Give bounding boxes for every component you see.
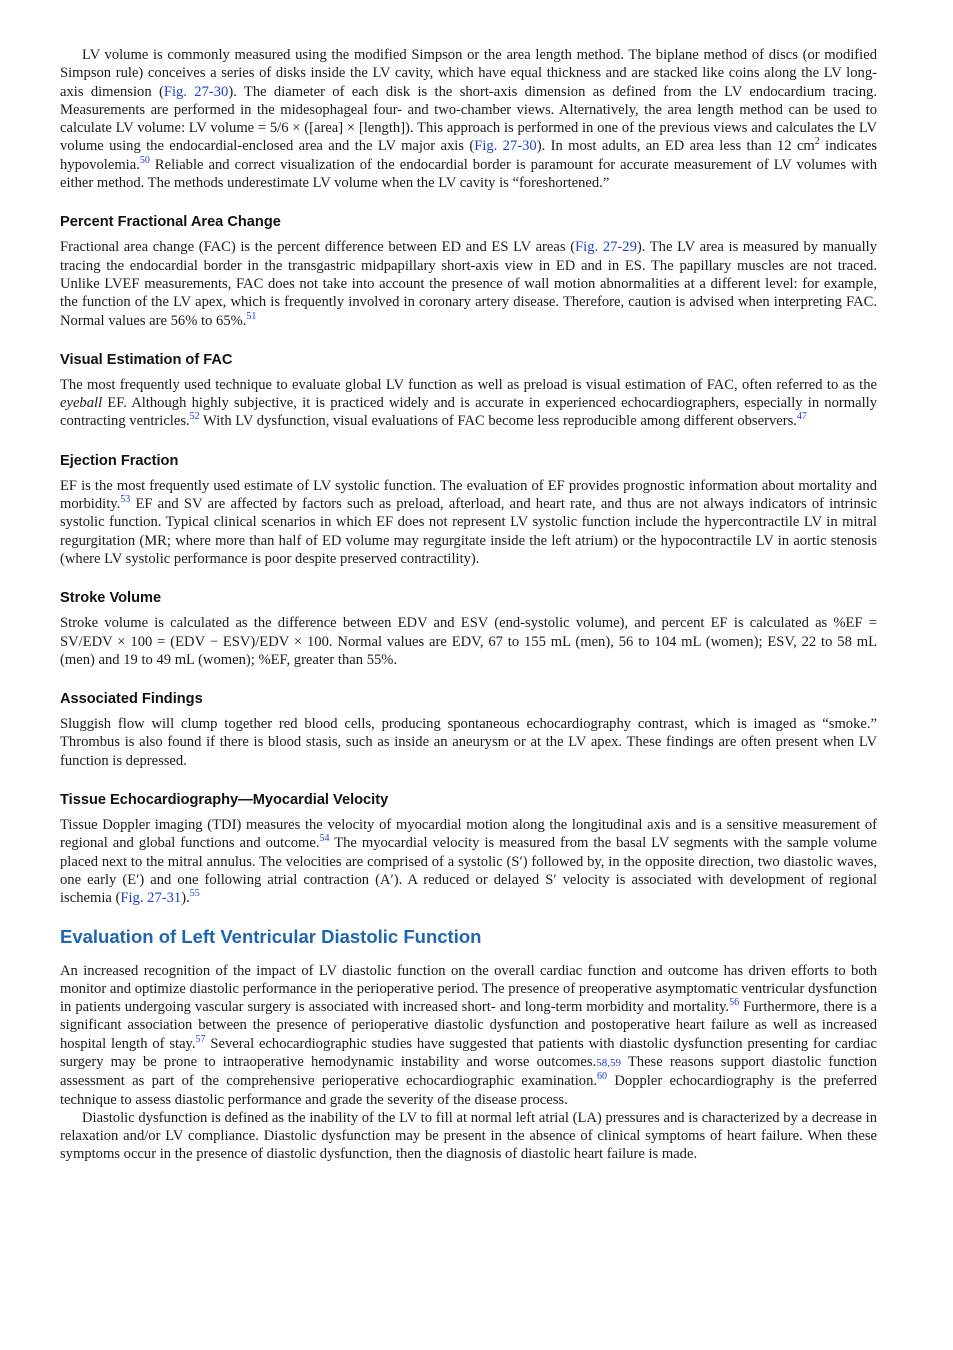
text: ). The diameter of each disk is the short-axis dimension as defined from the LV endocardium tracing. Measurements are performed in the midesophageal four- and two-chamber views. Alternatively, the area length method can be used to calculate LV volume: LV volume = 5/6 × ([area] × [length]). This approach is performed in one of the previous views and calculates the LV volume using the endocardial-enclosed area and the LV major axis ( [60, 83, 877, 155]
diastolic-paragraph-1 [60, 962, 877, 1109]
section-heading: Stroke Volume [60, 590, 162, 607]
visual-estimation-paragraph [60, 376, 877, 431]
reference-link[interactable]: 56 [729, 997, 740, 1009]
text: ). [181, 890, 190, 907]
reference-link[interactable]: 55 [189, 888, 200, 900]
figure-link[interactable]: Fig. 27-30 [163, 83, 229, 100]
diastolic-paragraph-2: Diastolic dysfunction is defined as the inability of the LV to fill at normal left atrial (LA) pressures and is characterized by a decrease in relaxation and/or LV compliance. Diastolic dysfunction may be present in the absence of clinical symptoms of heart failure. When these symptoms occur in the presence of diastolic dysfunction, then the diagnosis of diastolic heart failure is made. [60, 1109, 877, 1163]
figure-link[interactable]: Fig. 27-29 [575, 239, 637, 256]
text: ). In most adults, an ED area less than 12 cm [536, 138, 815, 155]
text: EF is the most frequently used estimate of LV systolic function. The evaluation of EF provides prognostic information about mortality and morbidity. [60, 477, 877, 513]
reference-link[interactable]: 47 [796, 411, 807, 423]
text: LV volume is commonly measured using the modified Simpson or the area length method. The biplane method of discs (or modified Simpson rule) conceives a series of disks inside the LV cavity, which have equal thickness and are stacked like coins along the LV long-axis dimension ( [60, 47, 877, 100]
section-heading: Ejection Fraction [60, 452, 179, 469]
text: The most frequently used technique to evaluate global LV function as well as preload is visual estimation of FAC, often referred to as the [60, 376, 877, 393]
reference-link[interactable]: 53 [120, 494, 131, 506]
reference-link[interactable]: 50 [139, 154, 150, 166]
text: EF and SV are affected by factors such as preload, afterload, and heart rate, and thus are not always indicators of intrinsic systolic function. Typical clinical scenarios in which EF does not represent LV systolic function include the hypercontractile LV in mitral regurgitation (MR; where more than half of ED volume may regurgitate inside the left atrium) or the hypocontractile LV in aortic stenosis (where LV systolic performance is poor despite preserved contractility). [60, 496, 877, 567]
text: With LV dysfunction, visual evaluations of FAC become less reproducible among different observers. [199, 413, 797, 430]
reference-link[interactable]: 57 [195, 1033, 206, 1045]
text: Reliable and correct visualization of the endocardial border is paramount for accurate measurement of LV volumes with either method. The methods underestimate LV volume when the LV cavity is “foreshortened.” [60, 156, 877, 192]
ejection-fraction-paragraph [60, 477, 877, 568]
text: Fractional area change (FAC) is the percent difference between ED and ES LV areas ( [60, 239, 576, 256]
section-heading: Associated Findings [60, 691, 203, 708]
reference-link[interactable]: 52 [189, 411, 200, 423]
figure-link[interactable]: Fig. 27-31 [120, 890, 182, 907]
reference-link[interactable]: 58,59 [596, 1056, 621, 1069]
section-heading: Visual Estimation of FAC [60, 351, 233, 368]
unit-superscript: 2 [814, 136, 820, 148]
major-section-heading: Evaluation of Left Ventricular Diastolic Function [60, 925, 482, 947]
reference-link[interactable]: 60 [597, 1071, 608, 1083]
text: ). The LV area is measured by manually tracing the endocardial border in the transgastric midpapillary short-axis view in ED and in ES. The papillary muscles are not traced. Unlike LVEF measurements, FAC does not take into account the presence of wall motion abnormalities at a different level: for example, the function of the LV apex, which is frequently involved in coronary artery disease. Therefore, caution is advised when interpreting FAC. Normal values are 56% to 65%. [60, 239, 878, 329]
text: The myocardial velocity is measured from the basal LV segments with the sample volume placed next to the mitral annulus. The velocities are comprised of a systolic (S′) followed by, in the opposite direction, two diastolic waves, one early (E′) and one following atrial contraction (A′). A reduced or delayed S′ velocity is associated with development of regional ischemia ( [60, 835, 878, 907]
tissue-doppler-paragraph [60, 816, 877, 907]
associated-findings-paragraph: Sluggish flow will clump together red blood cells, producing spontaneous echocardiography contrast, which is imaged as “smoke.” Thrombus is also found if there is blood stasis, such as inside an aneurysm or at the LV apex. These findings are often present when LV function is depressed. [60, 716, 877, 769]
fac-paragraph [60, 238, 877, 329]
text: An increased recognition of the impact of LV diastolic function on the overall cardiac function and outcome has driven efforts to both monitor and optimize diastolic performance in the perioperative period. The presence of preoperative asymptomatic ventricular dysfunction in patients undergoing vascular surgery is associated with increased short- and long-term morbidity and mortality. [60, 962, 877, 1016]
emphasis-text: eyeball [60, 395, 103, 412]
stroke-volume-paragraph: Stroke volume is calculated as the difference between EDV and ESV (end-systolic volume), and percent EF is calculated as %EF = SV/EDV × 100 = (EDV − ESV)/EDV × 100. Normal values are EDV, 67 to 155 mL (men), 56 to 104 mL (women); ESV, 22 to 58 mL (men) and 19 to 49 mL (women); %EF, greater than 55%. [60, 615, 877, 668]
section-heading: Tissue Echocardiography—Myocardial Velocity [60, 792, 389, 809]
reference-link[interactable]: 51 [246, 310, 257, 322]
text: indicates hypovolemia. [60, 138, 878, 173]
text: EF. Although highly subjective, it is practiced widely and is accurate in experienced echocardiographers, especially in normally contracting ventricles. [60, 395, 877, 430]
text: Several echocardiographic studies have suggested that patients with diastolic dysfunction presenting for cardiac surgery may be prone to intraoperative hemodynamic instability and worse outcomes. [60, 1035, 878, 1070]
text: Doppler echocardiography is the preferred technique to assess diastolic performance and grade the severity of the disease process. [60, 1073, 877, 1108]
reference-link[interactable]: 54 [319, 833, 330, 845]
text: Tissue Doppler imaging (TDI) measures the velocity of myocardial motion along the longitudinal axis and is a sensitive measurement of regional and global functions and outcome. [60, 817, 877, 852]
text: Furthermore, there is a significant association between the presence of perioperative diastolic dysfunction and postoperative heart failure as well as increased hospital length of stay. [60, 999, 877, 1052]
lv-volume-paragraph [60, 46, 877, 192]
section-heading: Percent Fractional Area Change [60, 214, 281, 231]
text: These reasons support diastolic function assessment as part of the comprehensive perioperative echocardiographic examination. [60, 1053, 877, 1090]
figure-link[interactable]: Fig. 27-30 [474, 138, 537, 155]
